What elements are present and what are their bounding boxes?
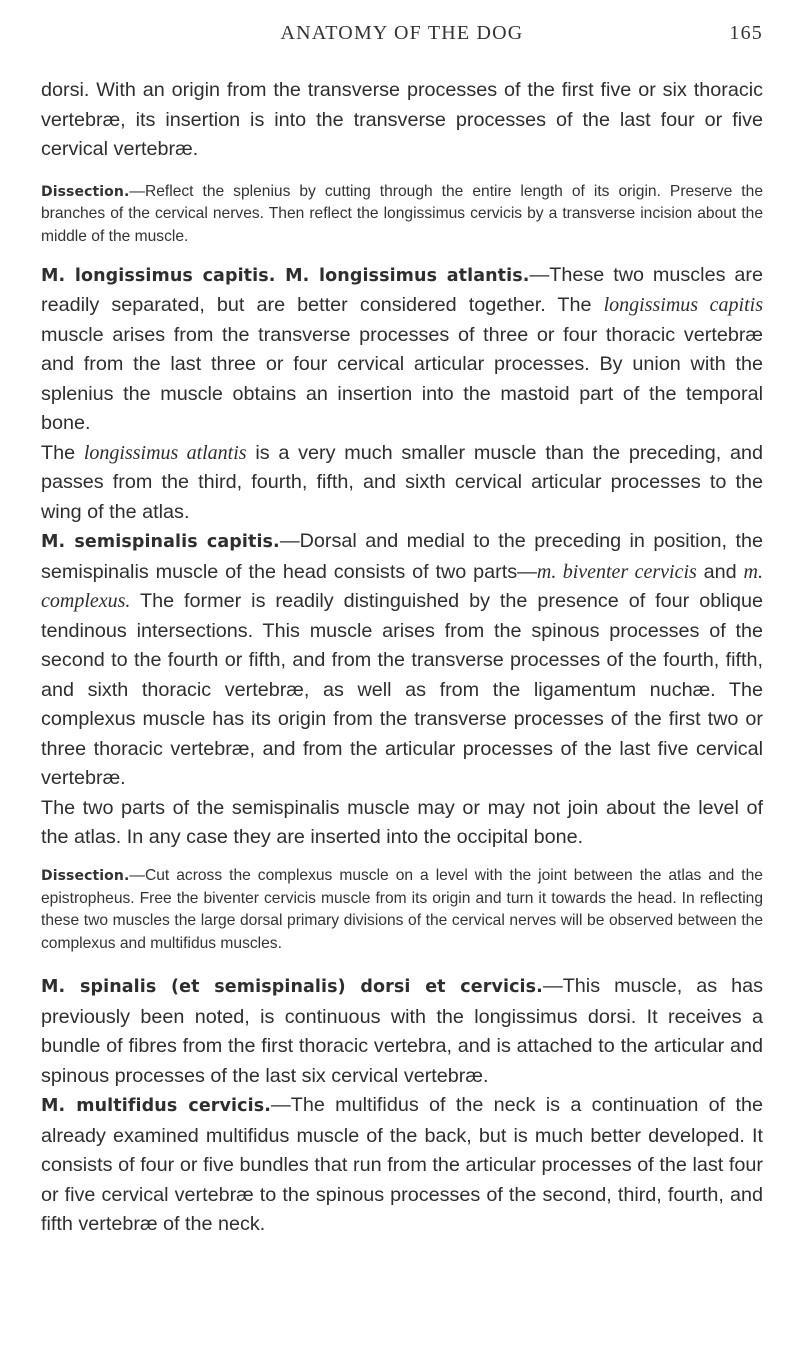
section-heading: M. semispinalis capitis. [41,532,280,553]
paragraph-text: The former is readily distinguished by the presence of four oblique tendinous intersections. This muscle arises from the spinous processes of the second to the fourth or fifth, and from the transverse processes of the fourth, fifth, and sixth thoracic vertebræ, as well as from the ligamentum nuchæ. The complexus muscle has its origin from the transverse processes of the first two or three thoracic vertebræ, and from the articular processes of the last five cervical vertebræ. [41,590,763,790]
paragraph-text: —The multifidus of the neck is a continuation of the already examined multifidus muscle of the back, but is much better developed. It consists of four or five bundles that run from the articular processes of the last four or five cervical vertebræ to the spinous processes of the second, third, fourth, and fifth vertebræ of the neck. [41,1094,763,1236]
paragraph-multifidus [41,1091,763,1240]
paragraph-text: —Dorsal and medial to the preceding in position, the semispinalis muscle of the head consists of two parts— [41,530,763,583]
paragraph-text: The [41,441,84,464]
page-header [41,16,763,48]
page-body [41,76,763,1240]
paragraph-text: is a very much smaller muscle than the preceding, and passes from the third, fourth, fifth, and sixth cervical articular processes to the wing of the atlas. [41,441,763,523]
paragraph-longissimus-atlantis [41,439,763,528]
italic-term: m. complexus. [41,560,763,613]
italic-term: longissimus capitis [603,294,763,317]
dissection-note-1 [41,181,763,249]
paragraph-semispinalis [41,527,763,794]
dissection-note-2 [41,865,763,956]
paragraph-text: muscle arises from the transverse processes of three or four thoracic vertebræ and from the last three or four cervical articular processes. By union with the splenius the muscle obtains an insertion into the mastoid part of the temporal bone. [41,323,763,435]
section-heading: M. spinalis (et semispinalis) dorsi et cervicis. [41,977,543,998]
paragraph-text: —These two muscles are readily separated, but are better considered together. The [41,263,763,317]
paragraph-text: and [696,560,744,583]
paragraph-semispinalis-parts: The two parts of the semispinalis muscle may or may not join about the level of the atlas. In any case they are inserted into the occipital bone. [41,796,763,849]
dissection-heading: Dissection. [41,867,130,884]
paragraph-longissimus [41,261,763,439]
paragraph-continuation: dorsi. With an origin from the transverse processes of the first five or six thoracic vertebræ, its insertion is into the transverse processes of the last four or five cervical vertebræ. [41,79,763,160]
italic-term: longissimus atlantis [83,441,247,464]
dissection-heading: Dissection. [41,183,130,200]
running-title: ANATOMY OF THE DOG [280,22,524,44]
section-heading: M. multifidus cervicis. [41,1096,271,1117]
italic-term: m. biventer cervicis [536,560,697,583]
dissection-text: —Reflect the splenius by cutting through the entire length of its origin. Preserve the branches of the cervical nerves. Then reflect the longissimus cervicis by a transverse incision about the middle of the muscle. [41,182,763,246]
dissection-text: —Cut across the complexus muscle on a level with the joint between the atlas and the epistropheus. Free the biventer cervicis muscle from its origin and turn it towards the head. In reflecting these two muscles the large dorsal primary divisions of the cervical nerves will be observed between the complexus and multifidus muscles. [41,866,763,953]
paragraph-spinalis [41,972,763,1091]
paragraph-text: —This muscle, as has previously been noted, is continuous with the longissimus dorsi. It receives a bundle of fibres from the first thoracic vertebra, and is attached to the articular and spinous processes of the last six cervical vertebræ. [41,975,763,1087]
section-heading: M. longissimus capitis. M. longissimus atlantis. [41,265,530,286]
page-number: 165 [729,22,763,44]
